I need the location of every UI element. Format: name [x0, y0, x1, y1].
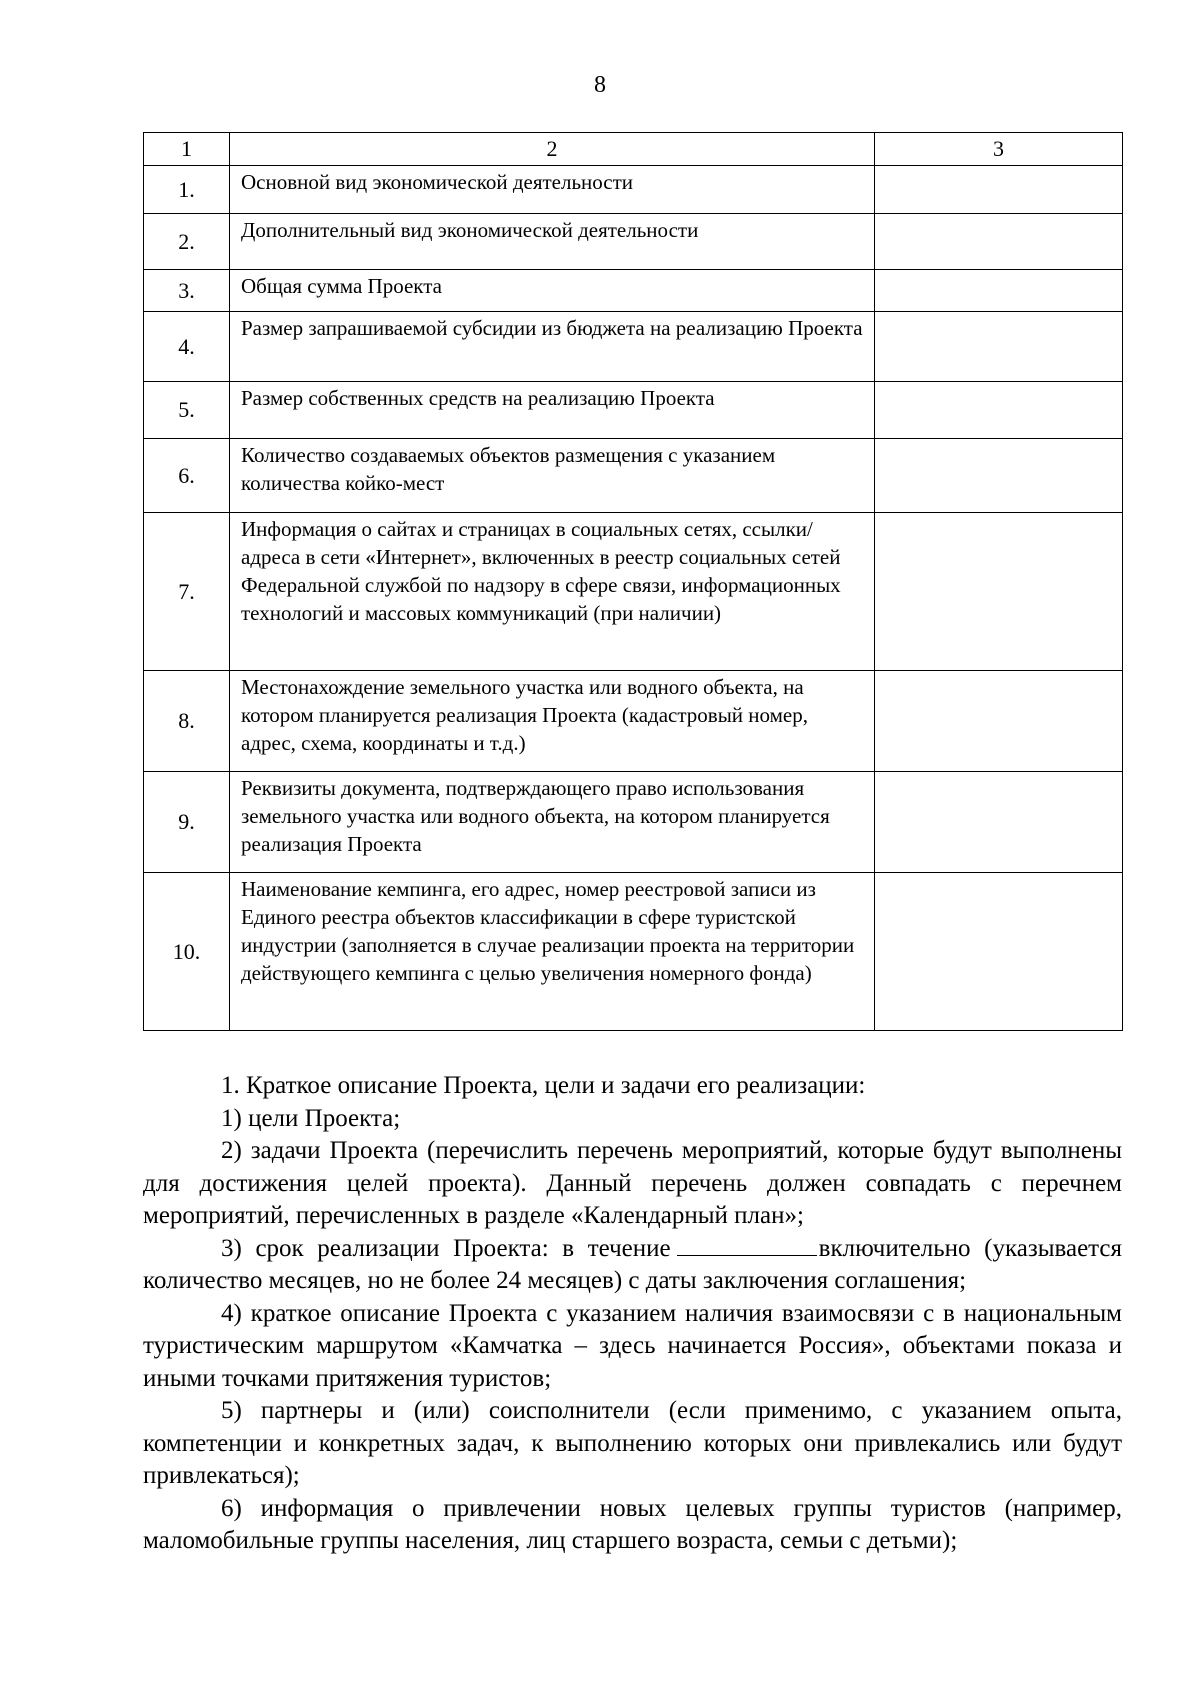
column-header: 1 — [144, 133, 230, 166]
list-item-description: 4) краткое описание Проекта с указанием наличия взаимосвязи с в национальным туристическим маршрутом «Камчатка – здесь начинается Россия», объектами показа и иными точками притяжения туристов; — [143, 1299, 1122, 1392]
row-value-cell[interactable] — [875, 671, 1123, 772]
row-number: 2. — [144, 214, 230, 270]
list-item-tasks: 2) задачи Проекта (перечислить перечень мероприятий, которые будут выполнены для достижения целей проекта). Данный перечень должен совпадать с перечнем мероприятий, перечисленных в разделе «Календарный план»; — [143, 1137, 1122, 1229]
page-number: 8 — [594, 72, 606, 98]
column-header: 3 — [875, 133, 1123, 166]
row-description: Наименование кемпинга, его адрес, номер реестровой записи из Единого реестра объектов классификации в сфере туристской индустрии (заполняется в случае реализации проекта на территории действующего кемпинга с целью увеличения номерного фонда) — [230, 873, 875, 1031]
term-text-after: включительно (указывается количество месяцев, но не более 24 месяцев) с даты заключения соглашения; — [143, 1234, 1122, 1294]
row-number: 6. — [144, 439, 230, 513]
section-heading: 1. Краткое описание Проекта, цели и задачи его реализации: — [221, 1072, 866, 1099]
row-value-cell[interactable] — [875, 312, 1123, 382]
table-row — [144, 312, 1123, 382]
row-number: 7. — [144, 513, 230, 671]
term-text-before: 3) срок реализации Проекта: в течение — [221, 1234, 671, 1262]
row-value-cell[interactable] — [875, 382, 1123, 439]
row-value-cell[interactable] — [875, 270, 1123, 312]
row-number: 1. — [144, 166, 230, 214]
table-row — [144, 270, 1123, 312]
table-row — [144, 166, 1123, 214]
table-row — [144, 772, 1123, 873]
row-number: 5. — [144, 382, 230, 439]
list-item-term — [143, 1233, 1122, 1298]
row-value-cell[interactable] — [875, 166, 1123, 214]
row-value-cell[interactable] — [875, 214, 1123, 270]
list-item-goals: 1) цели Проекта; — [221, 1104, 401, 1132]
row-number: 8. — [144, 671, 230, 772]
table-row — [144, 873, 1123, 1031]
row-value-cell[interactable] — [875, 513, 1123, 671]
row-number: 9. — [144, 772, 230, 873]
project-info-table — [143, 132, 1123, 1031]
table-row — [144, 513, 1123, 671]
row-description: Размер собственных средств на реализацию Проекта — [230, 382, 875, 439]
table-row — [144, 382, 1123, 439]
list-item-target-groups: 6) информация о привлечении новых целевых группы туристов (например, маломобильные группы населения, лиц старшего возраста, семьи с детьми); — [143, 1494, 1122, 1554]
row-description: Местонахождение земельного участка или водного объекта, на котором планируется реализация Проекта (кадастровый номер, адрес, схема, координаты и т.д.) — [230, 671, 875, 772]
row-value-cell[interactable] — [875, 439, 1123, 513]
term-blank-field[interactable] — [677, 1233, 817, 1256]
row-value-cell[interactable] — [875, 772, 1123, 873]
row-number: 4. — [144, 312, 230, 382]
row-number: 10. — [144, 873, 230, 1031]
row-description: Информация о сайтах и страницах в социальных сетях, ссылки/адреса в сети «Интернет», включенных в реестр социальных сетей Федеральной службой по надзору в сфере связи, информационных технологий и массовых коммуникаций (при наличии) — [230, 513, 875, 671]
row-description: Основной вид экономической деятельности — [230, 166, 875, 214]
table-header-row — [144, 133, 1123, 166]
list-item-partners: 5) партнеры и (или) соисполнители (если применимо, с указанием опыта, компетенции и конкретных задач, к выполнению которых они привлекались или будут привлекаться); — [143, 1397, 1122, 1489]
table-row — [144, 671, 1123, 772]
table-row — [144, 214, 1123, 270]
row-number: 3. — [144, 270, 230, 312]
row-description: Дополнительный вид экономической деятельности — [230, 214, 875, 270]
project-description-section — [143, 1070, 1122, 1558]
row-description: Общая сумма Проекта — [230, 270, 875, 312]
row-value-cell[interactable] — [875, 873, 1123, 1031]
row-description: Размер запрашиваемой субсидии из бюджета на реализацию Проекта — [230, 312, 875, 382]
row-description: Реквизиты документа, подтверждающего право использования земельного участка или водного объекта, на котором планируется реализация Проекта — [230, 772, 875, 873]
row-description: Количество создаваемых объектов размещения с указанием количества койко-мест — [230, 439, 875, 513]
column-header: 2 — [230, 133, 875, 166]
table-row — [144, 439, 1123, 513]
